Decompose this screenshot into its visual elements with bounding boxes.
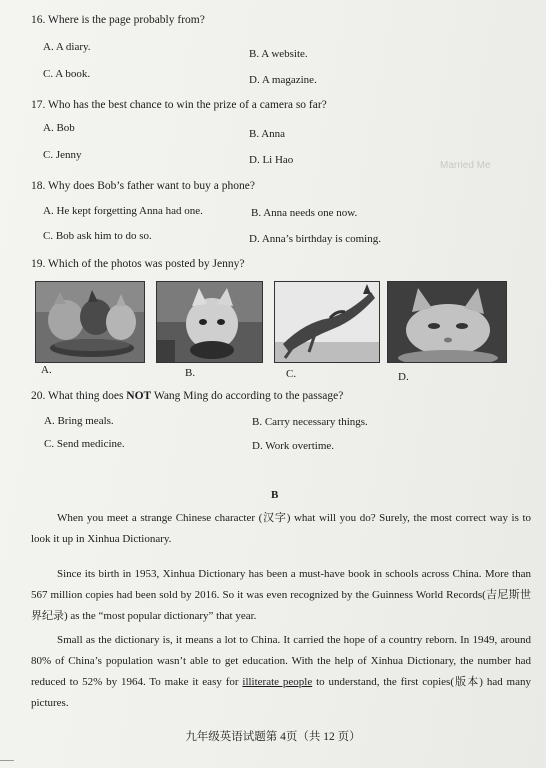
kittens-eating-photo	[35, 281, 145, 363]
q17-option-d: D. Li Hao	[249, 154, 294, 166]
passage-paragraph-1: When you meet a strange Chinese character (汉字) what will you do? Surely, the most correct way is to look it up in Xinhua Dictionary.	[31, 512, 531, 545]
question-20	[31, 389, 343, 403]
q20-option-a: A. Bring meals.	[44, 415, 114, 427]
passage-paragraph-3	[31, 630, 531, 714]
q18-option-b: B. Anna needs one now.	[251, 207, 358, 219]
photo-label-c: C.	[286, 368, 297, 380]
q16-option-b: B. A website.	[249, 48, 308, 60]
question-17: 17. Who has the best chance to win the prize of a camera so far?	[31, 99, 327, 111]
q16-option-a: A. A diary.	[43, 41, 91, 53]
q18-option-c: C. Bob ask him to do so.	[43, 230, 152, 242]
question-19: 19. Which of the photos was posted by Jenny?	[31, 258, 245, 270]
photo-label-b: B.	[185, 367, 196, 379]
question-20-emphasis: NOT	[126, 390, 152, 402]
page-footer: 九年级英语试题第 4页（共 12 页）	[185, 731, 361, 743]
q17-option-c: C. Jenny	[43, 149, 82, 161]
q18-option-d: D. Anna’s birthday is coming.	[249, 233, 381, 245]
cat-resting-photo	[387, 281, 507, 363]
section-label: B	[271, 489, 279, 501]
photo-label-a: A.	[41, 364, 52, 376]
corner-mark	[0, 760, 14, 761]
q20-option-c: C. Send medicine.	[44, 438, 125, 450]
question-20-stem-start: 20. What thing does	[31, 390, 127, 402]
cat-eating-photo	[156, 281, 263, 363]
question-20-stem-end: Wang Ming do according to the passage?	[151, 390, 344, 402]
q16-option-c: C. A book.	[43, 68, 91, 80]
q20-option-d: D. Work overtime.	[252, 440, 335, 452]
question-16: 16. Where is the page probably from?	[31, 14, 205, 26]
q17-option-b: B. Anna	[249, 128, 286, 140]
q18-option-a: A. He kept forgetting Anna had one.	[43, 205, 203, 217]
q17-option-a: A. Bob	[43, 122, 75, 134]
underlined-phrase: illiterate people	[242, 676, 313, 688]
cat-leaping-photo	[274, 281, 380, 363]
passage-paragraph-2: Since its birth in 1953, Xinhua Dictionary has been a must-have book in schools across China. More than 567 million copies had been sold by 2016. So it was even recognized by the Guinness World Records(吉尼斯世界纪录) as the “most popular dictionary” that year.	[31, 568, 531, 622]
q20-option-b: B. Carry necessary things.	[252, 416, 368, 428]
passage-paragraph-3-end: to understand, the first copies(版本) had many pictures.	[31, 676, 531, 709]
question-18: 18. Why does Bob’s father want to buy a phone?	[31, 180, 255, 192]
passage-paragraph-3-start: Small as the dictionary is, it means a lot to China. It carried the hope of a country reborn. In 1949, around 80% of China’s population wasn’t able to get education. With the help of Xinhua Dictionary, the number had reduced to 52% by 1964. To make it easy for	[31, 634, 531, 688]
photo-label-d: D.	[398, 371, 409, 383]
q16-option-d: D. A magazine.	[249, 74, 317, 86]
bleed-through-text: Married Me	[440, 160, 491, 171]
